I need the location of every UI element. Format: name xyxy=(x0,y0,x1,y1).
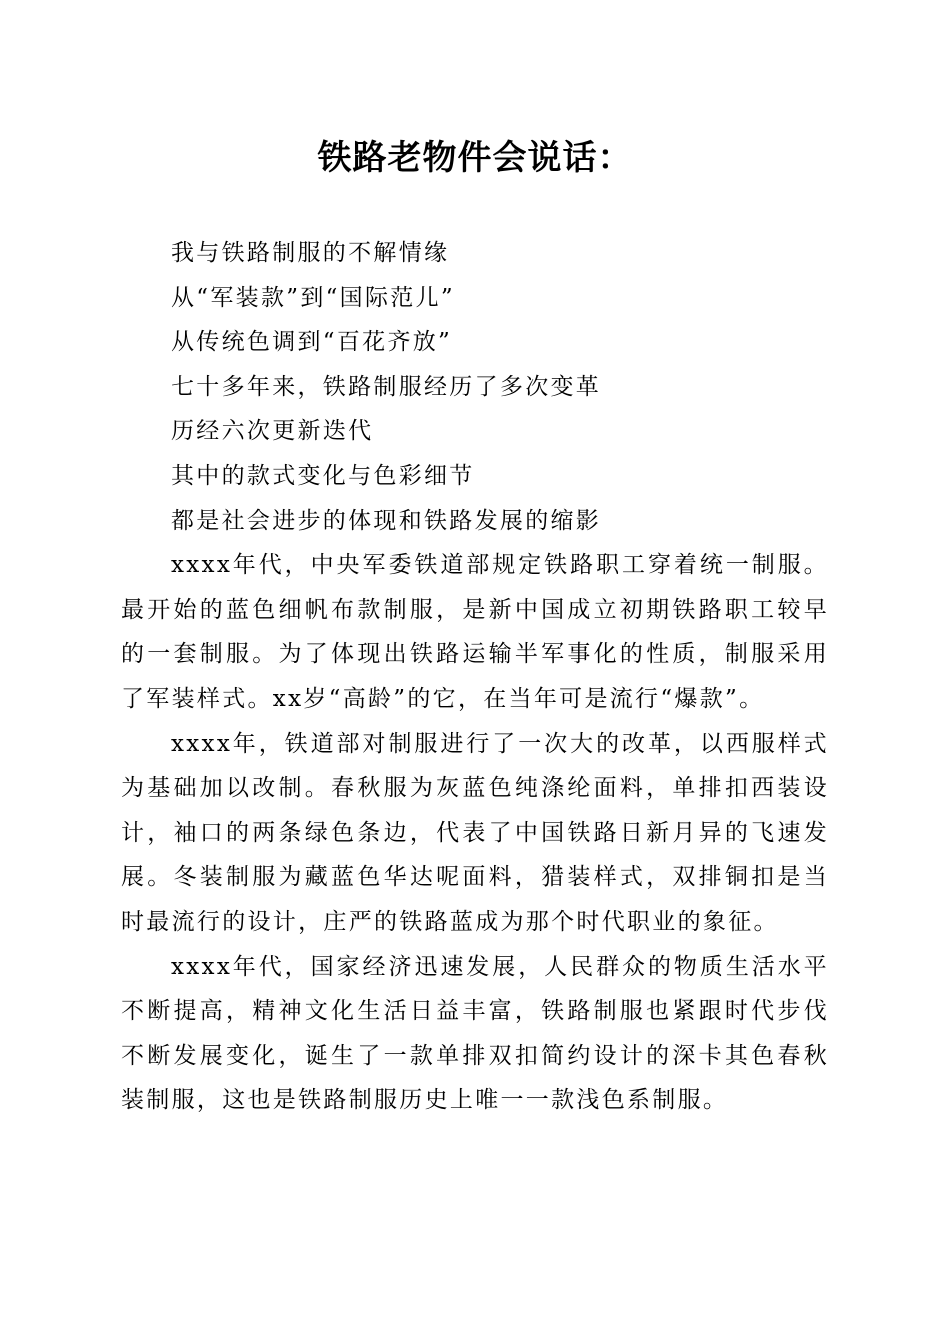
intro-line: 从“军装款”到“国际范儿” xyxy=(171,284,455,311)
body-paragraph: xxxx年代，中央军委铁道部规定铁路职工穿着统一制服。最开始的蓝色细帆布款制服，是新中国成立初期铁路职工较早的一套制服。为了体现出铁路运输半军事化的性质，制服采用了军装样式。xx岁“高龄”的它，在当年可是流行“爆款”。 xyxy=(121,552,829,712)
intro-line: 其中的款式变化与色彩细节 xyxy=(171,462,475,489)
intro-line: 从传统色调到“百花齐放” xyxy=(171,329,453,356)
document-body xyxy=(121,231,829,1123)
body-paragraph: xxxx年代，国家经济迅速发展，人民群众的物质生活水平不断提高，精神文化生活日益丰富，铁路制服也紧跟时代步伐不断发展变化，诞生了一款单排双扣简约设计的深卡其色春秋装制服，这也是铁路制服历史上唯一一款浅色系制服。 xyxy=(121,953,829,1114)
intro-line: 历经六次更新迭代 xyxy=(171,418,374,445)
intro-line: 都是社会进步的体现和铁路发展的缩影 xyxy=(171,507,602,534)
intro-line: 我与铁路制服的不解情缘 xyxy=(171,240,450,266)
intro-line: 七十多年来，铁路制服经历了多次变革 xyxy=(171,373,602,400)
body-paragraph: xxxx年，铁道部对制服进行了一次大的改革，以西服样式为基础加以改制。春秋服为灰蓝色纯涤纶面料，单排扣西装设计，袖口的两条绿色条边，代表了中国铁路日新月异的飞速发展。冬装制服为藏蓝色华达呢面料，猎装样式，双排铜扣是当时最流行的设计，庄严的铁路蓝成为那个时代职业的象征。 xyxy=(121,730,829,935)
document-title: 铁路老物件会说话： xyxy=(317,138,633,178)
